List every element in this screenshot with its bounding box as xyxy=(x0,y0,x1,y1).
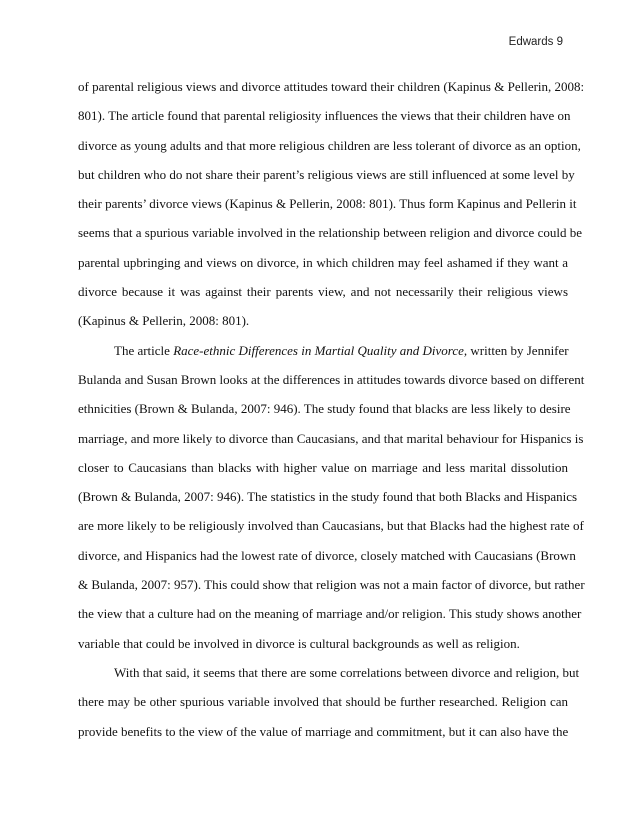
text-line: ethnicities (Brown & Bulanda, 2007: 946). The study found that blacks are less likely to desire xyxy=(78,401,571,417)
body-text xyxy=(78,72,585,746)
text-line: 801). The article found that parental religiosity influences the views that their children have on xyxy=(78,108,571,124)
text-run: The article xyxy=(114,342,174,358)
text-run: written by Jennifer xyxy=(467,342,569,358)
running-head: Edwards 9 xyxy=(508,36,563,48)
text-line: of parental religious views and divorce attitudes toward their children (Kapinus & Pellerin, 2008: xyxy=(78,79,585,94)
article-title: Race-ethnic Differences in Martial Quality and Divorce, xyxy=(173,342,468,358)
text-line: closer to Caucasians than blacks with higher value on marriage and less marital dissolution xyxy=(78,459,568,475)
text-line: the view that a culture had on the meaning of marriage and/or religion. This study shows another xyxy=(78,606,582,622)
text-line: variable that could be involved in divorce is cultural backgrounds as well as religion. xyxy=(78,635,520,651)
text-line: are more likely to be religiously involved than Caucasians, but that Blacks had the highest rate of xyxy=(78,518,584,534)
text-line: marriage, and more likely to divorce than Caucasians, and that marital behaviour for Hispanics is xyxy=(78,430,584,446)
text-line: parental upbringing and views on divorce, in which children may feel ashamed if they want a xyxy=(78,254,568,270)
text-line: provide benefits to the view of the value of marriage and commitment, but it can also have the xyxy=(78,723,569,739)
text-line: seems that a spurious variable involved in the relationship between religion and divorce could be xyxy=(78,225,582,241)
text-line: Bulanda and Susan Brown looks at the differences in attitudes towards divorce based on different xyxy=(78,371,585,387)
paragraph-first-line: With that said, it seems that there are some correlations between divorce and religion, but xyxy=(114,664,580,680)
text-line: divorce as young adults and that more religious children are less tolerant of divorce as an option, xyxy=(78,137,581,153)
text-line: there may be other spurious variable involved that should be further researched. Religion can xyxy=(78,694,568,710)
text-line: & Bulanda, 2007: 957). This could show that religion was not a main factor of divorce, but rather xyxy=(78,577,585,593)
text-line: but children who do not share their parent’s religious views are still influenced at some level by xyxy=(78,166,575,182)
text-line: (Brown & Bulanda, 2007: 946). The statistics in the study found that both Blacks and Hispanics xyxy=(78,489,578,505)
paragraph-first-line xyxy=(78,336,568,365)
text-line: their parents’ divorce views (Kapinus & Pellerin, 2008: 801). Thus form Kapinus and Pellerin it xyxy=(78,196,577,212)
text-line: divorce because it was against their parents view, and not necessarily their religious views xyxy=(78,284,568,300)
text-line: divorce, and Hispanics had the lowest rate of divorce, closely matched with Caucasians (Brown xyxy=(78,547,576,563)
text-line: (Kapinus & Pellerin, 2008: 801). xyxy=(78,313,250,329)
